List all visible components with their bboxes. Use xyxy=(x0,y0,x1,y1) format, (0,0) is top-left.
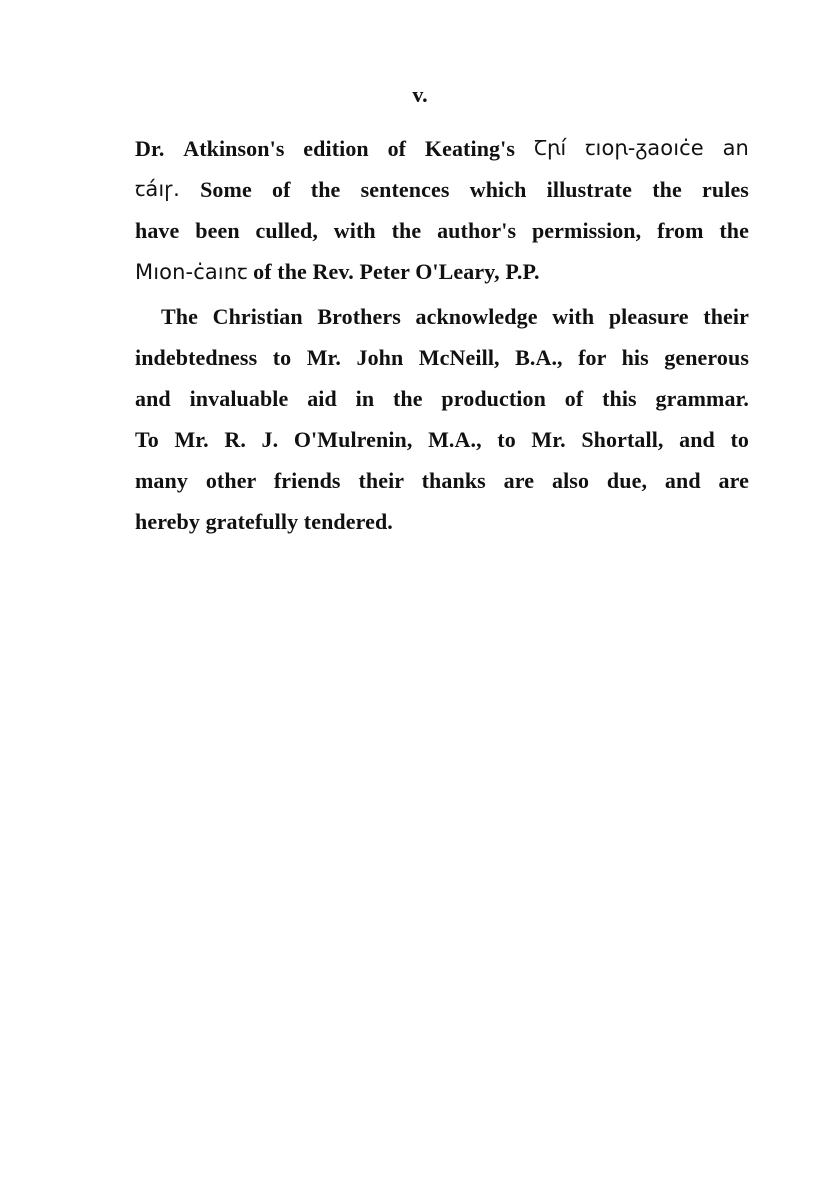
gaelic-title-word: ꞇıoꞃ-ᵹaoıċe xyxy=(585,136,704,160)
page-number: v. xyxy=(412,82,428,107)
word: which xyxy=(469,177,527,202)
paragraph-1-line-4 xyxy=(135,251,749,292)
word: the xyxy=(310,177,341,202)
gaelic-title-word: an xyxy=(722,136,749,160)
paragraph-2-line-3: and invaluable aid in the production of this grammar. xyxy=(135,386,749,411)
body-text xyxy=(135,128,749,542)
paragraph-2-line-4: To Mr. R. J. O'Mulrenin, M.A., to Mr. Shortall, and to xyxy=(135,427,749,452)
word: sentences xyxy=(360,177,450,202)
paragraph-1-line-3: have been culled, with the author's permission, from the xyxy=(135,218,749,243)
gaelic-title-word: Ꞇꞃí xyxy=(533,136,567,160)
word: of xyxy=(387,136,407,161)
gaelic-title-word: ꞇáıꞅ. xyxy=(135,177,180,201)
paragraph-1-line-1 xyxy=(135,128,749,169)
paragraph-1-line-2 xyxy=(135,169,749,210)
word: Atkinson's xyxy=(183,136,285,161)
gaelic-work-title: Mıon-ċaınꞇ xyxy=(135,260,248,284)
word: edition xyxy=(303,136,369,161)
word: Keating's xyxy=(424,136,515,161)
word: Some xyxy=(200,177,252,202)
word: rules xyxy=(702,177,749,202)
word: Dr. xyxy=(135,136,165,161)
paragraph-2-line-6: hereby gratefully tendered. xyxy=(135,509,393,534)
word: illustrate xyxy=(546,177,632,202)
word: the xyxy=(652,177,682,202)
word: of xyxy=(272,177,291,202)
paragraph-2-line-5: many other friends their thanks are also due, and are xyxy=(135,468,749,493)
paragraph-2-line-2: indebtedness to Mr. John McNeill, B.A., for his generous xyxy=(135,345,749,370)
text-span: of the Rev. Peter O'Leary, P.P. xyxy=(253,259,540,284)
paragraph-2-line-1: The Christian Brothers acknowledge with pleasure their xyxy=(161,304,749,329)
